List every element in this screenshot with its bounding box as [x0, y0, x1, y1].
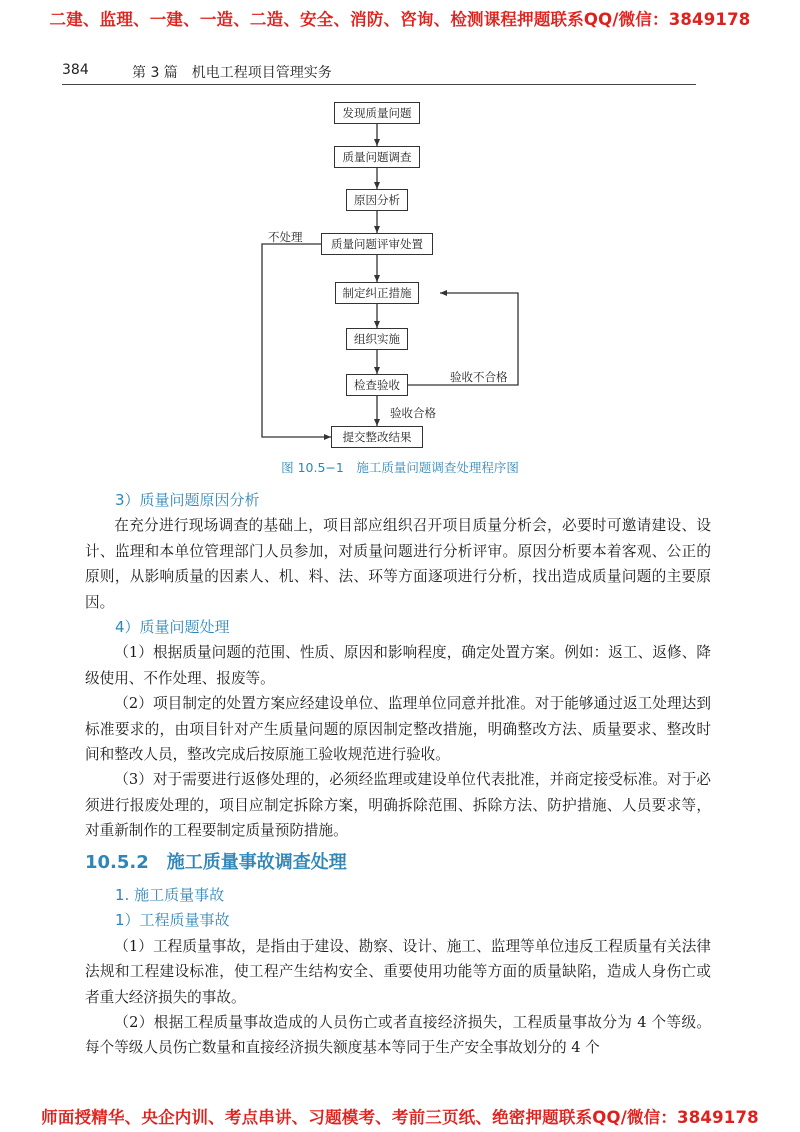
flow-step-cause-analysis: 原因分析: [346, 189, 408, 211]
paragraph-handling-1: （1）根据质量问题的范围、性质、原因和影响程度，确定处置方案。例如：返工、返修、降级使用、不作处理、报废等。: [85, 644, 711, 687]
section-cause-analysis: [85, 488, 711, 844]
flow-step-corrective-measures: 制定纠正措施: [335, 282, 419, 304]
flow-step-inspect: 检查验收: [346, 374, 408, 396]
flow-step-submit-result: 提交整改结果: [331, 426, 423, 448]
label-no-treatment: 不处理: [268, 230, 303, 244]
flowchart: [0, 0, 800, 480]
heading-engineering-quality-accident: 1）工程质量事故: [115, 911, 230, 930]
label-inspection-fail: 验收不合格: [450, 370, 508, 384]
figure-caption: 图 10.5−1 施工质量问题调查处理程序图: [281, 460, 519, 475]
label-inspection-pass: 验收合格: [390, 406, 436, 420]
paragraph-handling-3: （3）对于需要进行返修处理的，必须经监理或建设单位代表批准，并商定接受标准。对于必须进行报废处理的，项目应制定拆除方案，明确拆除范围、拆除方法、防护措施、人员要求等，对重新制作的工程要制定质量预防措施。: [85, 771, 711, 840]
paragraph-accident-1: （1）工程质量事故，是指由于建设、勘察、设计、施工、监理等单位违反工程质量有关法律法规和工程建设标准，使工程产生结构安全、重要使用功能等方面的质量缺陷，造成人身伤亡或者重大经济损失的事故。: [85, 937, 711, 1006]
flow-step-investigate: 质量问题调查: [334, 146, 420, 168]
paragraph-cause-analysis: 在充分进行现场调查的基础上，项目部应组织召开项目质量分析会，必要时可邀请建设、设计、监理和本单位管理部门人员参加，对质量问题进行分析评审。原因分析要本着客观、公正的原则，从影响质量的因素人、机、料、法、环等方面逐项进行分析，找出造成质量问题的主要原因。: [85, 517, 711, 611]
bottom-promo-banner: 师面授精华、央企内训、考点串讲、习题模考、考前三页纸、绝密押题联系QQ/微信：3849178: [41, 1108, 759, 1127]
heading-problem-handling: 4）质量问题处理: [115, 618, 230, 637]
flow-step-review: 质量问题评审处置: [321, 233, 433, 255]
page-number: 384: [62, 62, 89, 78]
part-title: 第 3 篇 机电工程项目管理实务: [132, 65, 332, 81]
top-promo-banner: 二建、监理、一建、一造、二造、安全、消防、咨询、检测课程押题联系QQ/微信：3849178: [49, 10, 751, 29]
section-heading-10-5-2: [85, 848, 347, 874]
heading-construction-quality-accident: 1. 施工质量事故: [115, 886, 225, 904]
section-number: 10.5.2: [85, 852, 149, 873]
flow-step-implement: 组织实施: [346, 328, 408, 350]
section-title: 施工质量事故调查处理: [166, 852, 347, 873]
section-quality-accident: [85, 883, 711, 1061]
arrow-no-treatment: [262, 244, 331, 437]
paragraph-handling-2: （2）项目制定的处置方案应经建设单位、监理单位同意并批准。对于能够通过返工处理达到标准要求的，由项目针对产生质量问题的原因制定整改措施，明确整改方法、质量要求、整改时间和整改人员，整改完成后按原施工验收规范进行验收。: [85, 695, 711, 764]
flow-step-discover: 发现质量问题: [334, 102, 420, 124]
paragraph-accident-2: （2）根据工程质量事故造成的人员伤亡或者直接经济损失，工程质量事故分为 4 个等级。每个等级人员伤亡数量和直接经济损失额度基本等同于生产安全事故划分的 4 个: [85, 1014, 711, 1057]
heading-cause-analysis: 3）质量问题原因分析: [115, 491, 260, 509]
